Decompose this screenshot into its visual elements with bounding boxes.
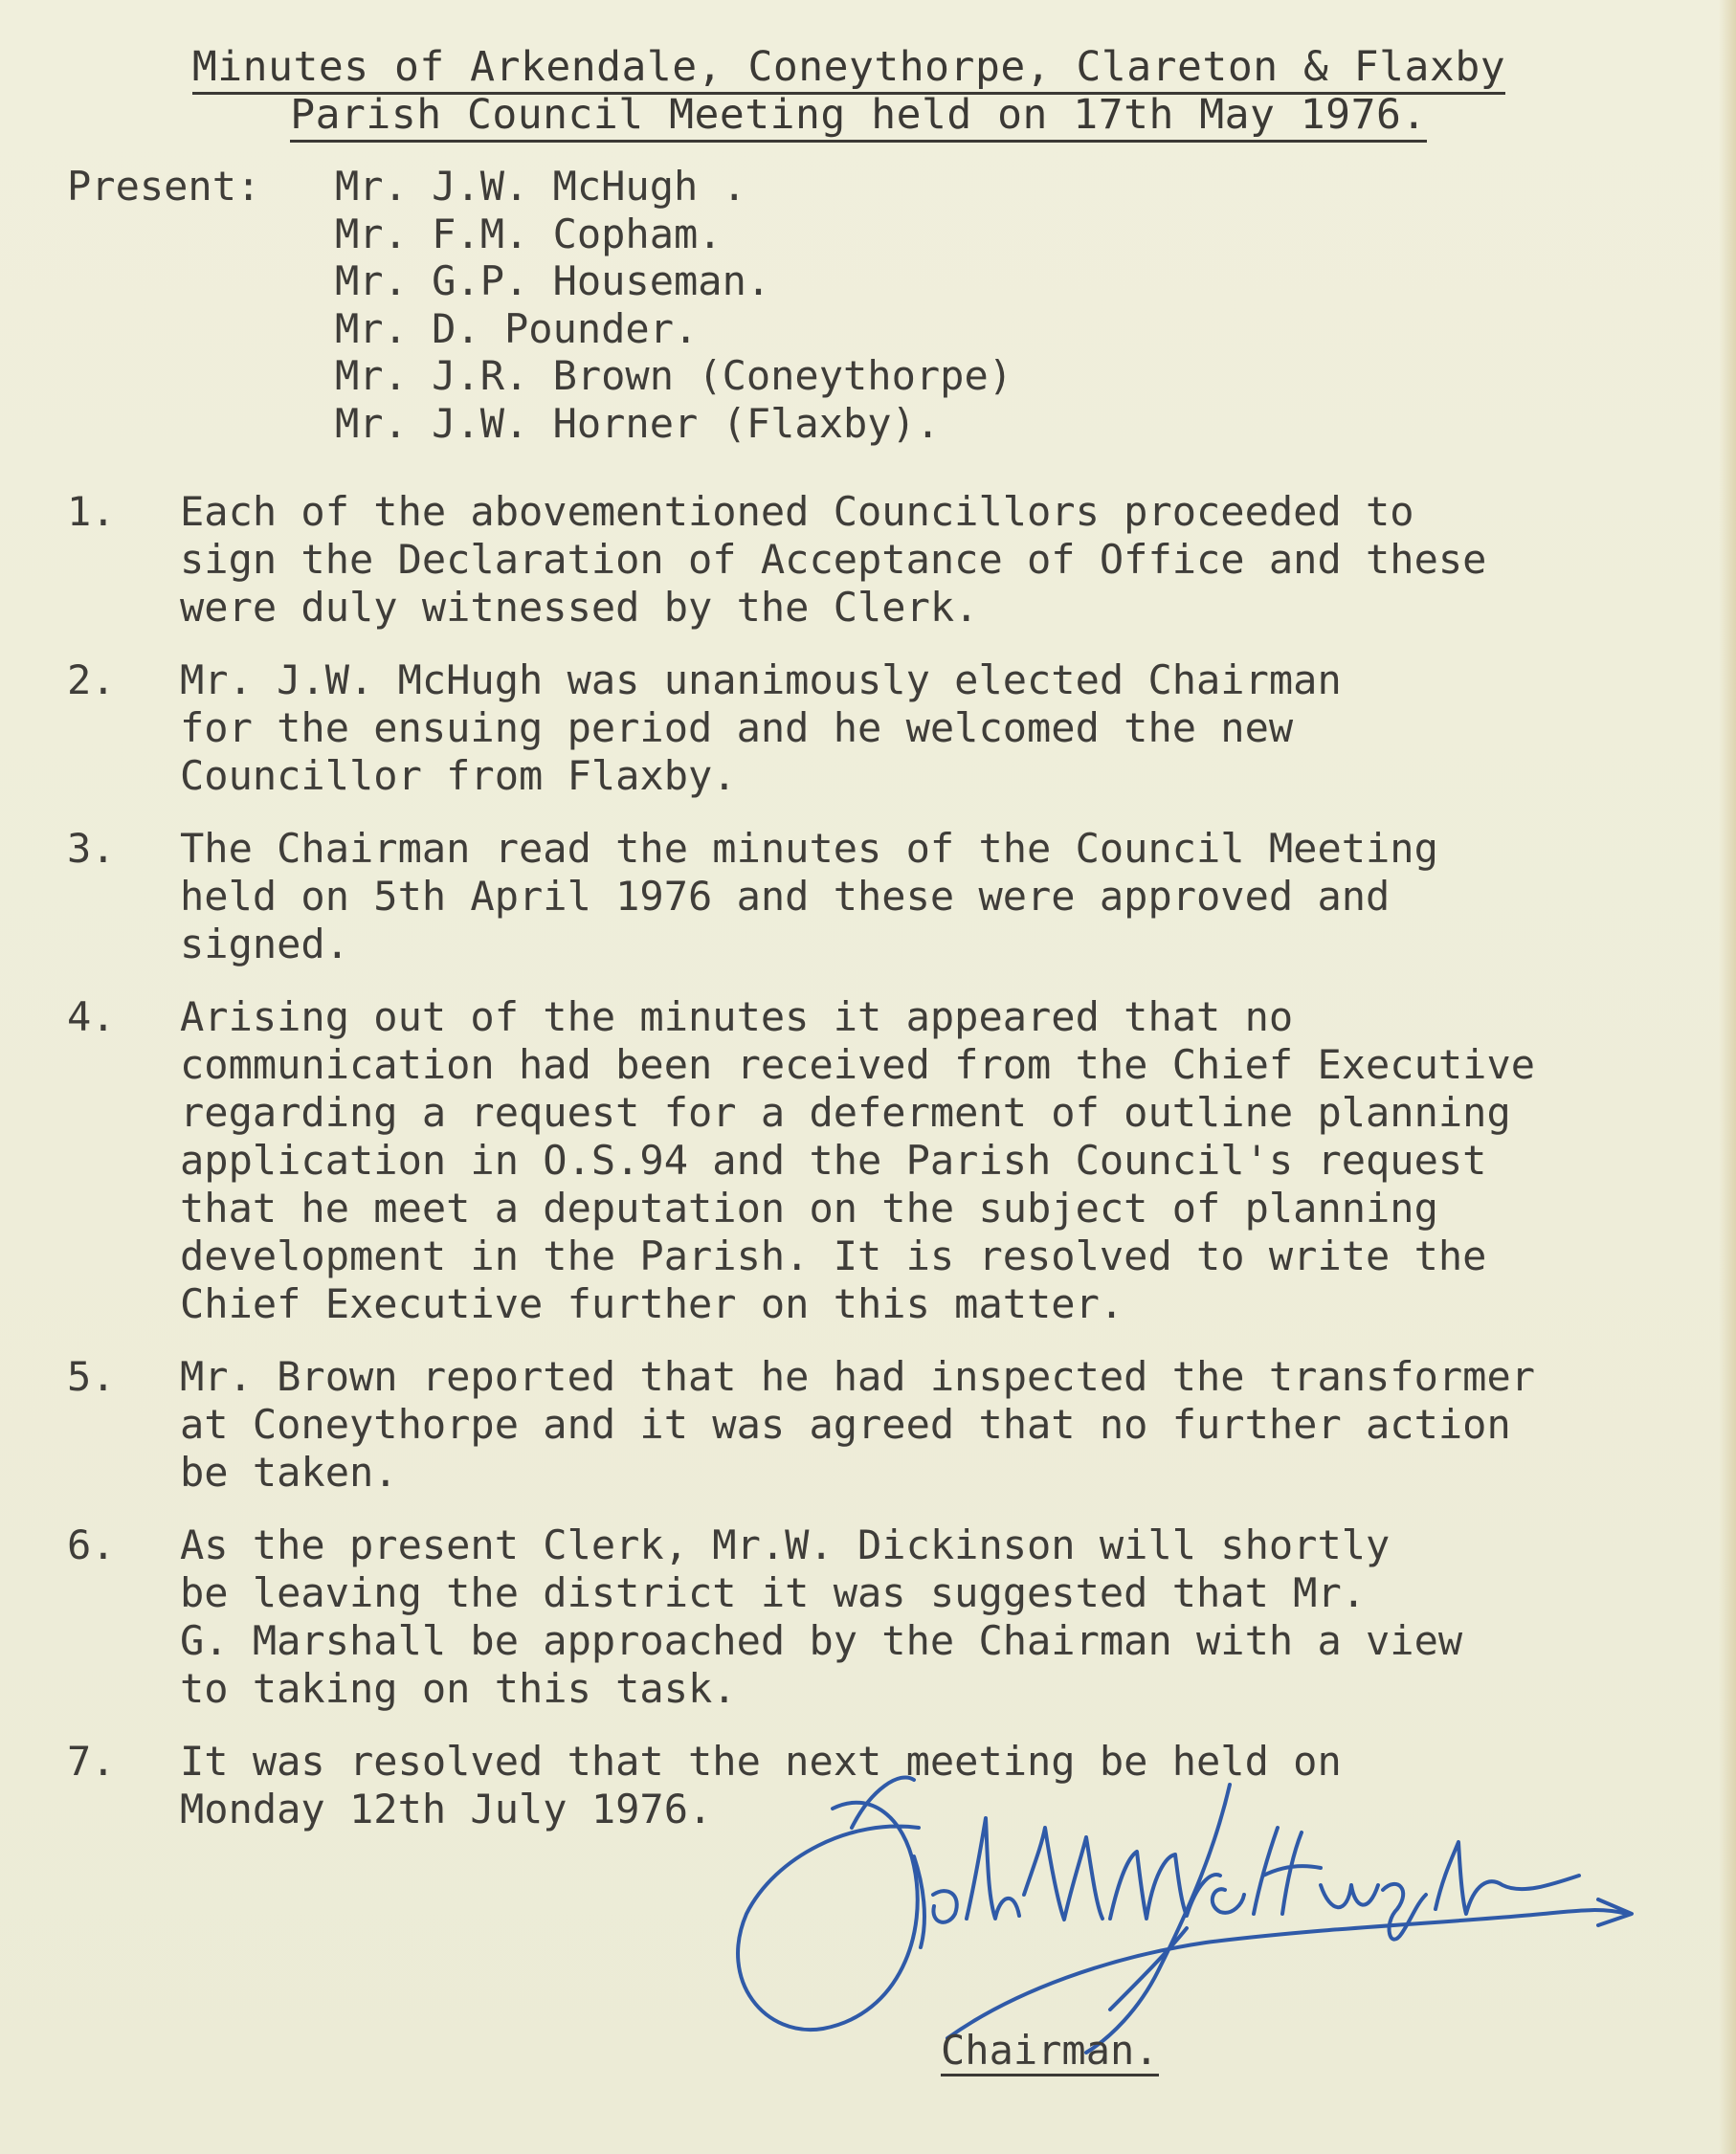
title-line-1 xyxy=(0,43,1717,95)
minute-item-4 xyxy=(67,993,1694,1328)
chairman-signature xyxy=(708,1751,1656,2057)
minute-item-1 xyxy=(67,488,1694,632)
item-text: The Chairman read the minutes of the Council Meeting held on 5th April 1976 and these were approved and signed. xyxy=(180,825,1438,967)
attendee: Mr. J.R. Brown (Coneythorpe) xyxy=(335,352,1013,399)
attendee: Mr. F.M. Copham. xyxy=(335,210,723,257)
item-text: Each of the abovementioned Councillors proceeded to sign the Declaration of Acceptance of Office and these were duly witnessed by the Clerk. xyxy=(180,488,1487,631)
item-number: 5. xyxy=(67,1353,116,1400)
attendee: Mr. G.P. Houseman. xyxy=(335,257,771,304)
attendee: Mr. J.W. Horner (Flaxby). xyxy=(335,399,941,447)
item-text: It was resolved that the next meeting be held on Monday 12th July 1976. xyxy=(180,1738,1342,1832)
item-number: 3. xyxy=(67,825,116,872)
item-text: As the present Clerk, Mr.W. Dickinson will shortly be leaving the district it was suggested that Mr. G. Marshall be approached by the Chairman with a view to taking on this task. xyxy=(180,1521,1463,1712)
minute-item-6 xyxy=(67,1521,1694,1713)
attendee: Mr. D. Pounder. xyxy=(335,304,699,352)
minute-item-3 xyxy=(67,825,1694,968)
present-label: Present: xyxy=(67,163,261,210)
item-number: 4. xyxy=(67,993,116,1040)
item-number: 7. xyxy=(67,1738,116,1785)
item-number: 2. xyxy=(67,656,116,703)
chairman-label-text: Chairman. xyxy=(941,2027,1159,2076)
attendee: Mr. J.W. McHugh . xyxy=(335,163,746,210)
title-line-1-text: Minutes of Arkendale, Coneythorpe, Clareton & Flaxby xyxy=(192,43,1505,95)
minute-item-5 xyxy=(67,1353,1694,1497)
item-text: Arising out of the minutes it appeared that no communication had been received from the Chief Executive regarding a request for a deferment of outline planning application in O.S.94 and the Parish Council's request that he meet a deputation on the subject of planning development in the Parish. It is resolved to write the Chief Executive further on this matter. xyxy=(180,993,1536,1327)
title-line-2-text: Parish Council Meeting held on 17th May 1976. xyxy=(290,91,1426,143)
item-text: Mr. J.W. McHugh was unanimously elected Chairman for the ensuing period and he welcomed the new Councillor from Flaxby. xyxy=(180,656,1342,799)
minute-item-2 xyxy=(67,656,1694,800)
item-number: 6. xyxy=(67,1521,116,1568)
item-number: 1. xyxy=(67,488,116,535)
item-text: Mr. Brown reported that he had inspected the transformer at Coneythorpe and it was agreed that no further action be taken. xyxy=(180,1353,1536,1496)
chairman-label xyxy=(941,2027,1159,2075)
title-line-2 xyxy=(0,91,1726,143)
minutes-items xyxy=(67,488,1694,1858)
attendee-list xyxy=(335,163,1013,447)
